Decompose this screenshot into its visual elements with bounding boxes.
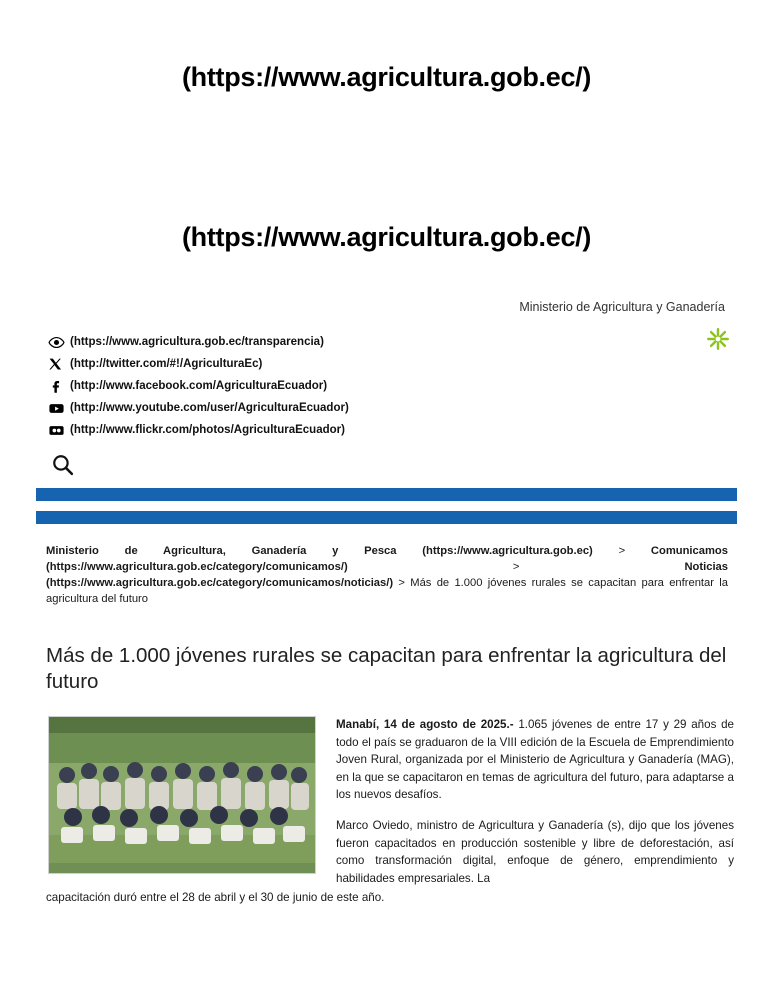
flower-icon xyxy=(705,326,731,352)
list-item-label: (https://www.agricultura.gob.ec/transparencia) xyxy=(70,336,324,348)
list-item[interactable] xyxy=(48,419,708,441)
youtube-icon xyxy=(48,398,70,418)
list-item-label: (http://www.facebook.com/AgriculturaEcuador) xyxy=(70,380,328,392)
article-body xyxy=(336,716,734,900)
list-item-label: (http://twitter.com/#!/AgriculturaEc) xyxy=(70,358,263,370)
eye-icon xyxy=(48,332,70,352)
list-item[interactable] xyxy=(48,331,708,353)
facebook-icon xyxy=(48,376,70,396)
list-item[interactable] xyxy=(48,353,708,375)
article-paragraph-2: Marco Oviedo, ministro de Agricultura y Ganadería (s), dijo que los jóvenes fueron capacitados en producción sostenible y libre de deforestación, así como transformación digital, enfoque de género, emprendimiento y habilidades empresariales. La xyxy=(336,818,734,885)
list-item-label: (http://www.flickr.com/photos/AgriculturaEcuador) xyxy=(70,424,345,436)
breadcrumb-item-current: > Más de 1.000 jóvenes rurales se capacitan para enfrentar la agricultura del futuro xyxy=(46,577,728,605)
x-twitter-icon xyxy=(48,354,70,374)
article-paragraph-3: capacitación duró entre el 28 de abril y el 30 de junio de este año. xyxy=(46,891,385,904)
article-paragraph-1 xyxy=(336,716,734,804)
breadcrumb-item-noticias[interactable]: Noticias (https://www.agricultura.gob.ec/category/comunicamos/noticias/) xyxy=(46,561,728,589)
ministry-name: Ministerio de Agricultura y Ganadería xyxy=(519,300,725,314)
list-item[interactable] xyxy=(48,375,708,397)
list-item-label: (http://www.youtube.com/user/AgriculturaEcuador) xyxy=(70,402,349,414)
flickr-icon xyxy=(48,420,70,440)
site-link-top[interactable]: (https://www.agricultura.gob.ec/) xyxy=(181,62,592,92)
breadcrumb-separator: > xyxy=(347,561,685,573)
article-lead: Manabí, 14 de agosto de 2025.- xyxy=(336,718,514,731)
page-title: Más de 1.000 jóvenes rurales se capacitan para enfrentar la agricultura del futuro xyxy=(46,644,727,693)
breadcrumb-item-comunicamos[interactable]: Comunicamos (https://www.agricultura.gob.ec/category/comunicamos/) xyxy=(46,545,728,573)
site-link-secondary[interactable]: (https://www.agricultura.gob.ec/) xyxy=(181,222,592,252)
article-paragraph-1-text: 1.065 jóvenes de entre 17 y 29 años de todo el país se graduaron de la VIII edición de la Escuela de Emprendimiento Joven Rural, organizada por el Ministerio de Agricultura y Ganadería (MAG), en la que se capacitaron en temas de agricultura del futuro, para adaptarse a los nuevos desafíos. xyxy=(336,718,734,802)
search-icon[interactable] xyxy=(50,452,76,478)
divider-bar-bottom xyxy=(36,511,737,524)
social-links-list xyxy=(48,331,708,441)
breadcrumb xyxy=(46,543,728,607)
list-item[interactable] xyxy=(48,397,708,419)
article-image xyxy=(48,716,316,874)
divider-bar-top xyxy=(36,488,737,501)
breadcrumb-item-home[interactable]: Ministerio de Agricultura, Ganadería y Pesca (https://www.agricultura.gob.ec) xyxy=(46,545,593,557)
breadcrumb-separator: > xyxy=(592,545,651,557)
